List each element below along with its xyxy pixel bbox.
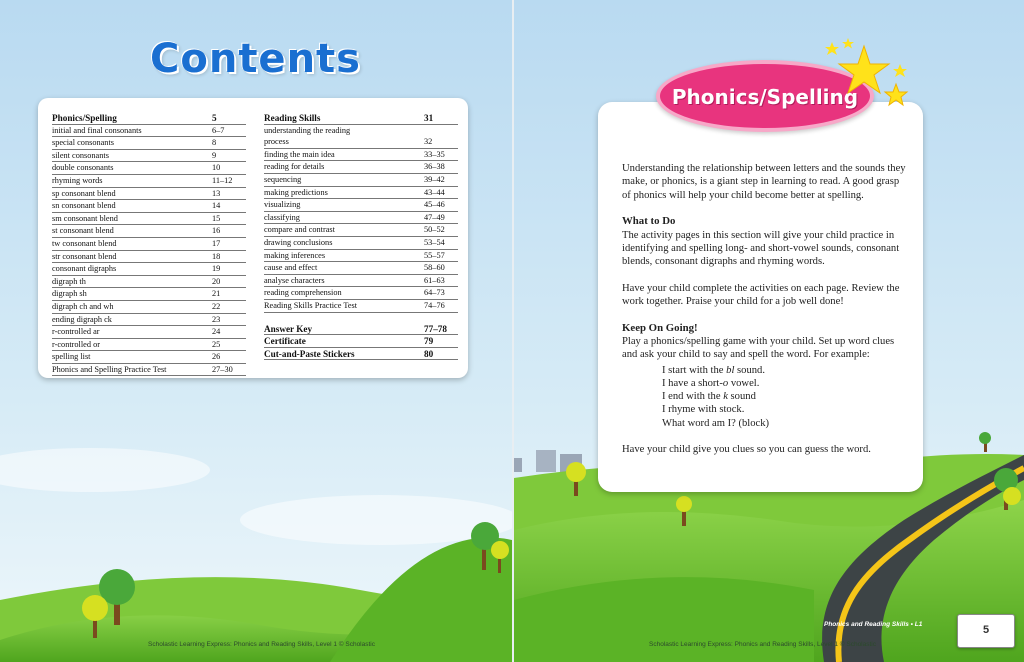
toc-entry bbox=[264, 149, 458, 162]
toc-entry-label: rhyming words bbox=[52, 175, 103, 185]
toc-entry bbox=[52, 137, 246, 150]
toc-entry bbox=[52, 288, 246, 301]
toc-entry-page: 22 bbox=[212, 301, 221, 311]
toc-entry bbox=[52, 238, 246, 251]
contents-title: Contents bbox=[150, 36, 361, 82]
toc-entry-page: 33–35 bbox=[424, 149, 445, 159]
intro-paragraph: Understanding the relationship between letters and the sounds they make, or phonics, is a giant step in learning to read. A good grasp of phonics will help your child become better at spelling. bbox=[622, 163, 906, 201]
toc-entry bbox=[52, 112, 246, 125]
toc-entry-page: 36–38 bbox=[424, 162, 445, 172]
toc-entry bbox=[52, 301, 246, 314]
riddle-line: I have a short-o vowel. bbox=[662, 378, 760, 390]
toc-entry bbox=[264, 250, 458, 263]
toc-entry-label: compare and contrast bbox=[264, 225, 335, 235]
toc-entry-page: 27–30 bbox=[212, 364, 233, 374]
toc-entry bbox=[52, 150, 246, 163]
toc-entry-page: 10 bbox=[212, 163, 221, 173]
toc-entry bbox=[264, 300, 458, 313]
toc-entry-page: 14 bbox=[212, 201, 221, 211]
keep-on-going-heading: Keep On Going! bbox=[622, 321, 698, 334]
toc-entry-label: initial and final consonants bbox=[52, 125, 142, 135]
toc-entry bbox=[264, 237, 458, 250]
toc-entry-page: 21 bbox=[212, 289, 221, 299]
table-of-contents bbox=[38, 98, 468, 378]
toc-entry-page: 45–46 bbox=[424, 200, 445, 210]
toc-entry-page: 77–78 bbox=[424, 323, 447, 334]
toc-entry-page: 64–73 bbox=[424, 288, 445, 298]
toc-entry-label: spelling list bbox=[52, 352, 91, 362]
riddle-line: I end with the k sound bbox=[662, 391, 756, 403]
toc-entry bbox=[52, 339, 246, 352]
toc-entry-page: 23 bbox=[212, 314, 221, 324]
toc-entry-page: 11–12 bbox=[212, 175, 233, 185]
toc-entry-page: 15 bbox=[212, 213, 221, 223]
toc-entry-label: Reading Skills bbox=[264, 113, 321, 123]
toc-entry-label: digraph ch and wh bbox=[52, 301, 114, 311]
toc-entry-page: 43–44 bbox=[424, 187, 445, 197]
toc-entry bbox=[264, 323, 458, 336]
toc-entry bbox=[52, 326, 246, 339]
section-badge-title: Phonics/Spelling bbox=[671, 85, 859, 109]
toc-entry bbox=[52, 263, 246, 276]
toc-entry-label: ending digraph ck bbox=[52, 314, 112, 324]
toc-entry bbox=[52, 276, 246, 289]
toc-entry bbox=[52, 251, 246, 264]
toc-entry bbox=[264, 262, 458, 275]
section-intro-card bbox=[598, 102, 923, 492]
review-paragraph: Have your child complete the activities on each page. Review the work together. Praise your child for a job well done! bbox=[622, 282, 900, 308]
toc-entry-page: 24 bbox=[212, 327, 221, 337]
toc-entry-page: 53–54 bbox=[424, 237, 445, 247]
toc-entry-page: 19 bbox=[212, 264, 221, 274]
toc-entry-page: 25 bbox=[212, 339, 221, 349]
toc-entry-label: consonant digraphs bbox=[52, 264, 117, 274]
toc-entry bbox=[264, 174, 458, 187]
toc-entry bbox=[264, 187, 458, 200]
toc-entry-label: Cut-and-Paste Stickers bbox=[264, 348, 355, 359]
toc-entry-page: 26 bbox=[212, 352, 221, 362]
what-to-do-heading: What to Do bbox=[622, 215, 676, 228]
riddle-line: What word am I? (block) bbox=[662, 417, 770, 429]
toc-entry bbox=[264, 224, 458, 237]
toc-column-reading bbox=[264, 112, 458, 360]
riddle-line: I start with the bl sound. bbox=[662, 364, 765, 376]
toc-entry bbox=[264, 335, 458, 348]
toc-entry bbox=[52, 200, 246, 213]
toc-entry bbox=[52, 314, 246, 327]
toc-entry-label: making predictions bbox=[264, 187, 328, 197]
toc-entry-page: 80 bbox=[424, 348, 434, 359]
toc-entry bbox=[52, 225, 246, 238]
toc-entry-page: 13 bbox=[212, 188, 221, 198]
toc-entry bbox=[52, 364, 246, 377]
toc-entry bbox=[52, 351, 246, 364]
toc-entry-label: st consonant blend bbox=[52, 226, 114, 236]
toc-entry-label: digraph th bbox=[52, 276, 86, 286]
toc-entry-label: Phonics/Spelling bbox=[52, 113, 117, 123]
toc-entry bbox=[264, 287, 458, 300]
riddle-example bbox=[662, 364, 907, 430]
toc-entry-label: Answer Key bbox=[264, 323, 313, 334]
what-to-do-paragraph: The activity pages in this section will give your child practice in identifying and spelling long- and short-vowel sounds, consonant blends, consonant digraphs and rhyming words. bbox=[622, 229, 900, 268]
toc-entry bbox=[52, 175, 246, 188]
riddle-line: I rhyme with stock. bbox=[662, 404, 745, 416]
toc-entry-page: 9 bbox=[212, 150, 217, 160]
toc-entry-page: 20 bbox=[212, 276, 221, 286]
toc-entry-label: Certificate bbox=[264, 336, 306, 347]
toc-entry-label: str consonant blend bbox=[52, 251, 117, 261]
toc-entry-page: 17 bbox=[212, 238, 221, 248]
toc-entry-label: reading comprehension bbox=[264, 288, 342, 298]
toc-entry-label: reading for details bbox=[264, 162, 325, 172]
toc-entry bbox=[264, 161, 458, 174]
right-page bbox=[514, 0, 1024, 662]
toc-entry-label: finding the main idea bbox=[264, 149, 335, 159]
toc-entry-label: r-controlled ar bbox=[52, 327, 100, 337]
toc-entry-label: double consonants bbox=[52, 163, 114, 173]
toc-entry-label: making inferences bbox=[264, 250, 326, 260]
toc-entry-label: tw consonant blend bbox=[52, 238, 117, 248]
toc-entry-page: 47–49 bbox=[424, 212, 445, 222]
stars-icon bbox=[814, 36, 914, 116]
toc-entry-label: sequencing bbox=[264, 174, 302, 184]
toc-entry-page: 55–57 bbox=[424, 250, 445, 260]
toc-entry-label: process bbox=[264, 137, 289, 147]
toc-entry-page: 58–60 bbox=[424, 263, 445, 273]
toc-entry-page: 16 bbox=[212, 226, 221, 236]
toc-entry-label: sm consonant blend bbox=[52, 213, 118, 223]
toc-entry-label: sn consonant blend bbox=[52, 201, 116, 211]
toc-entry-page: 6–7 bbox=[212, 125, 225, 135]
keep-on-going-paragraph: Play a phonics/spelling game with your child. Set up word clues and ask your child to say and spell the word. For example: bbox=[622, 336, 895, 361]
toc-entry-label: sp consonant blend bbox=[52, 188, 116, 198]
toc-entry bbox=[52, 188, 246, 201]
toc-entry-page: 32 bbox=[424, 137, 433, 147]
toc-entry-page: 50–52 bbox=[424, 225, 445, 235]
toc-entry-label: special consonants bbox=[52, 138, 114, 148]
toc-entry-page: 74–76 bbox=[424, 300, 445, 310]
toc-entry-label: Phonics and Spelling Practice Test bbox=[52, 364, 167, 374]
toc-entry-page: 8 bbox=[212, 138, 217, 148]
toc-entry-label: understanding the reading bbox=[264, 125, 351, 135]
toc-entry-label: drawing conclusions bbox=[264, 237, 333, 247]
toc-entry bbox=[264, 125, 458, 137]
toc-entry-label: analyse characters bbox=[264, 275, 325, 285]
closing-paragraph: Have your child give you clues so you can guess the word. bbox=[622, 443, 871, 455]
toc-entry-label: silent consonants bbox=[52, 150, 109, 160]
toc-entry-label: digraph sh bbox=[52, 289, 87, 299]
page-number-box bbox=[957, 614, 1015, 648]
page-number: 5 bbox=[982, 624, 990, 636]
toc-entry-page: 61–63 bbox=[424, 275, 445, 285]
toc-entry-label: Reading Skills Practice Test bbox=[264, 300, 358, 310]
toc-column-phonics bbox=[52, 112, 246, 376]
toc-entry bbox=[264, 275, 458, 288]
toc-entry-page: 79 bbox=[424, 336, 434, 347]
toc-entry-page: 18 bbox=[212, 251, 221, 261]
toc-entry bbox=[52, 213, 246, 226]
series-tag: Phonics and Reading Skills • L1 bbox=[824, 621, 923, 628]
toc-entry bbox=[52, 125, 246, 138]
section-text bbox=[622, 162, 907, 469]
left-footer: Scholastic Learning Express: Phonics and Reading Skills, Level 1 © Scholastic bbox=[148, 641, 375, 648]
toc-entry-label: visualizing bbox=[264, 200, 301, 210]
toc-entry-page: 39–42 bbox=[424, 174, 445, 184]
toc-entry bbox=[264, 136, 458, 149]
toc-entry-label: classifying bbox=[264, 212, 300, 222]
toc-entry-page: 31 bbox=[424, 113, 434, 123]
toc-entry bbox=[264, 348, 458, 361]
toc-entry bbox=[264, 112, 458, 125]
toc-entry bbox=[264, 199, 458, 212]
toc-entry-page: 5 bbox=[212, 113, 217, 123]
toc-entry bbox=[264, 212, 458, 225]
toc-entry-label: cause and effect bbox=[264, 263, 318, 273]
right-footer: Scholastic Learning Express: Phonics and Reading Skills, Level 1 © Scholastic bbox=[649, 641, 876, 648]
toc-entry bbox=[52, 162, 246, 175]
toc-entry-label: r-controlled or bbox=[52, 339, 100, 349]
